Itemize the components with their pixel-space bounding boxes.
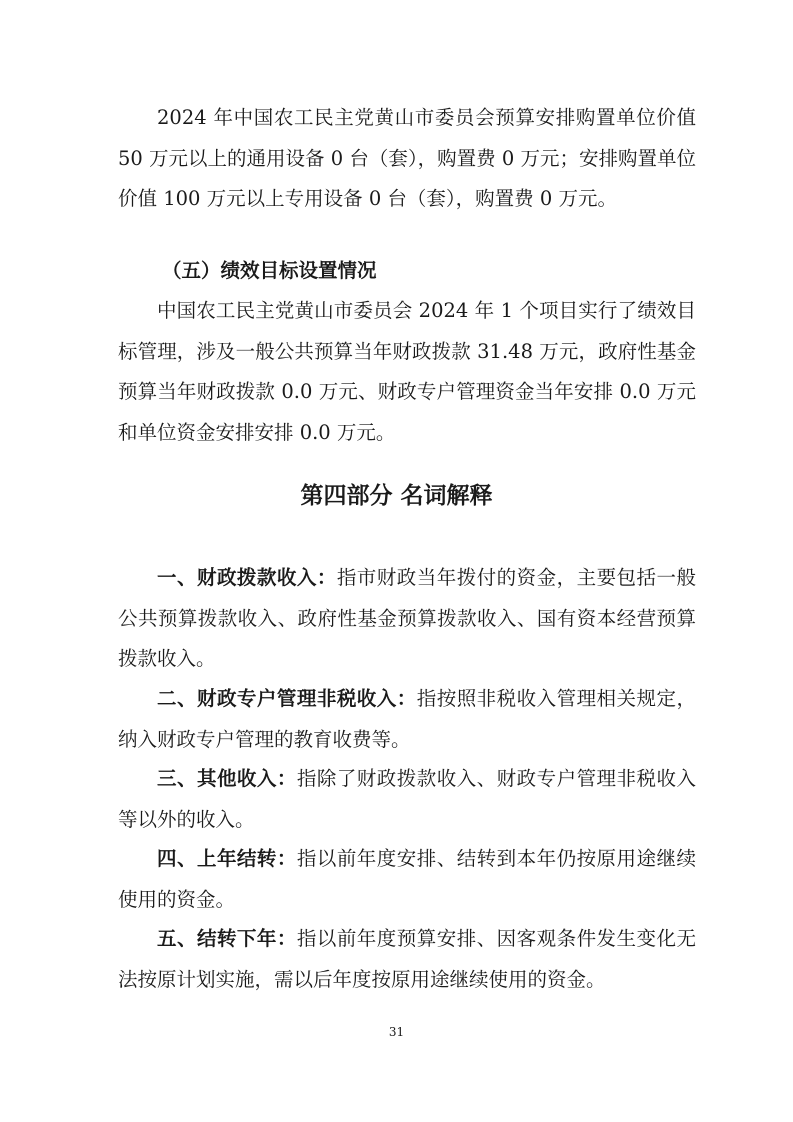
section-title: 第四部分 名词解释	[300, 483, 493, 509]
definition-term: 三、其他收入：	[157, 767, 297, 790]
definition-text: 指以前年度安排、结转到本年仍按原用途继续使用的资金。	[118, 847, 696, 911]
definition-text: 指按照非税收入管理相关规定，纳入财政专户管理的教育收费等。	[118, 687, 696, 751]
definition-paragraph-5	[118, 919, 696, 1000]
definition-text: 指市财政当年拨付的资金，主要包括一般公共预算拨款收入、政府性基金预算拨款收入、国有资本经营预算拨款收入。	[118, 566, 696, 670]
definition-term: 四、上年结转：	[157, 847, 297, 870]
definition-paragraph-4	[118, 839, 696, 920]
definition-term: 一、财政拨款收入：	[157, 566, 337, 589]
performance-subheading: （五）绩效目标设置情况	[162, 259, 377, 282]
definition-paragraph-3	[118, 759, 696, 840]
definition-text: 指以前年度预算安排、因客观条件发生变化无法按原计划实施，需以后年度按原用途继续使用的资金。	[118, 927, 696, 991]
definition-term: 二、财政专户管理非税收入：	[157, 687, 417, 710]
performance-paragraph: 中国农工民主党黄山市委员会 2024 年 1 个项目实行了绩效目标管理，涉及一般公共预算当年财政拨款 31.48 万元，政府性基金预算当年财政拨款 0.0 万元、财政专户管理资金当年安排 0.0 万元和单位资金安排安排 0.0 万元。	[118, 299, 696, 444]
equipment-paragraph: 2024 年中国农工民主党黄山市委员会预算安排购置单位价值 50 万元以上的通用设备 0 台（套），购置费 0 万元；安排购置单位价值 100 万元以上专用设备 0 台（套），购置费 0 万元。	[118, 106, 696, 210]
definition-paragraph-1	[118, 558, 696, 680]
definition-paragraph-2	[118, 679, 696, 760]
definition-text: 指除了财政拨款收入、财政专户管理非税收入等以外的收入。	[118, 767, 696, 831]
page-number: 31	[388, 1025, 405, 1039]
definition-term: 五、结转下年：	[157, 927, 297, 950]
